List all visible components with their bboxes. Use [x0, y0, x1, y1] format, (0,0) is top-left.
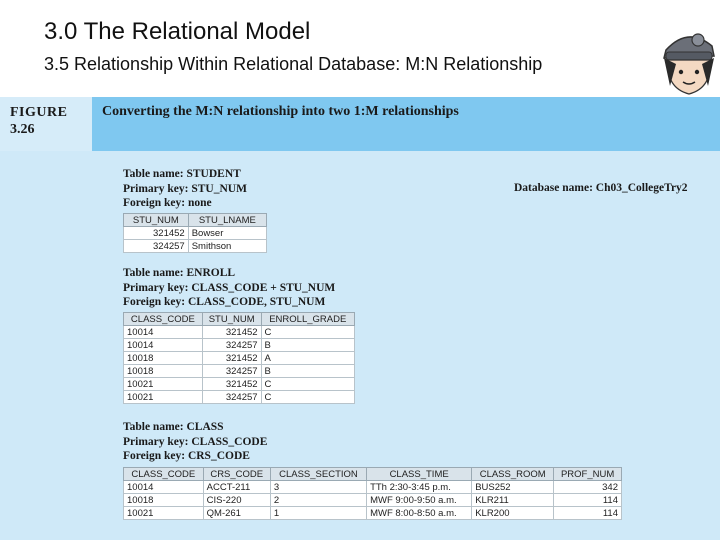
table-cell: 114: [554, 494, 622, 507]
table-cell: 324257: [202, 339, 261, 352]
figure-header: [0, 97, 720, 151]
table-row: [124, 227, 267, 240]
table-cell: 10014: [124, 326, 203, 339]
slide-subtitle: 3.5 Relationship Within Relational Database: M:N Relationship: [44, 54, 543, 74]
table-row: [124, 494, 622, 507]
figure-number: 3.26: [10, 122, 35, 137]
table-cell: 324257: [124, 240, 189, 253]
column-header: ENROLL_GRADE: [261, 313, 354, 326]
table-row: [124, 378, 355, 391]
figure-label: FIGURE: [10, 105, 68, 120]
enroll-primary-key: Primary key: CLASS_CODE + STU_NUM: [123, 281, 336, 294]
table-cell: C: [261, 326, 354, 339]
cartoon-character-icon: [658, 28, 720, 98]
table-cell: 321452: [202, 352, 261, 365]
table-cell: B: [261, 365, 354, 378]
figure-panel: [0, 97, 720, 540]
table-row: [124, 339, 355, 352]
class-table-name: Table name: CLASS: [123, 421, 224, 433]
table-cell: CIS-220: [203, 494, 270, 507]
table-cell: 10021: [124, 378, 203, 391]
table-row: [124, 326, 355, 339]
table-row: [124, 391, 355, 404]
figure-caption: Converting the M:N relationship into two 1:M relationships: [102, 104, 459, 119]
table-row: [124, 352, 355, 365]
enroll-table-name: Table name: ENROLL: [123, 267, 236, 279]
table-cell: 342: [554, 481, 622, 494]
column-header: STU_NUM: [124, 214, 189, 227]
table-cell: 114: [554, 507, 622, 520]
table-cell: MWF 8:00-8:50 a.m.: [367, 507, 472, 520]
table-header-row: [124, 313, 355, 326]
table-cell: 321452: [202, 378, 261, 391]
student-foreign-key: Foreign key: none: [123, 197, 212, 209]
class-foreign-key: Foreign key: CRS_CODE: [123, 450, 250, 462]
table-cell: KLR211: [472, 494, 554, 507]
column-header: CLASS_CODE: [124, 468, 204, 481]
table-cell: 10018: [124, 365, 203, 378]
enroll-table: [123, 312, 355, 404]
table-cell: Bowser: [188, 227, 266, 240]
table-cell: QM-261: [203, 507, 270, 520]
table-header-row: [124, 468, 622, 481]
table-cell: MWF 9:00-9:50 a.m.: [367, 494, 472, 507]
class-table: [123, 467, 622, 520]
table-cell: ACCT-211: [203, 481, 270, 494]
table-cell: 321452: [124, 227, 189, 240]
enroll-meta: [123, 266, 335, 310]
table-cell: 10014: [124, 481, 204, 494]
class-meta: [123, 420, 267, 464]
column-header: STU_NUM: [202, 313, 261, 326]
table-cell: C: [261, 391, 354, 404]
column-header: CLASS_SECTION: [270, 468, 366, 481]
figure-label-box: [0, 97, 92, 151]
database-name: Database name: Ch03_CollegeTry2: [514, 182, 688, 194]
student-table-name: Table name: STUDENT: [123, 168, 241, 180]
table-cell: 3: [270, 481, 366, 494]
table-cell: 324257: [202, 391, 261, 404]
column-header: CRS_CODE: [203, 468, 270, 481]
table-cell: 324257: [202, 365, 261, 378]
table-cell: 10021: [124, 391, 203, 404]
table-cell: 10018: [124, 494, 204, 507]
table-cell: KLR200: [472, 507, 554, 520]
student-meta: [123, 167, 247, 211]
table-cell: B: [261, 339, 354, 352]
student-primary-key: Primary key: STU_NUM: [123, 182, 247, 195]
column-header: STU_LNAME: [188, 214, 266, 227]
table-cell: TTh 2:30-3:45 p.m.: [367, 481, 472, 494]
student-table: [123, 213, 267, 253]
table-cell: C: [261, 378, 354, 391]
table-cell: 1: [270, 507, 366, 520]
table-cell: Smithson: [188, 240, 266, 253]
enroll-foreign-key: Foreign key: CLASS_CODE, STU_NUM: [123, 296, 326, 308]
table-row: [124, 365, 355, 378]
table-cell: 10021: [124, 507, 204, 520]
column-header: PROF_NUM: [554, 468, 622, 481]
table-row: [124, 507, 622, 520]
column-header: CLASS_TIME: [367, 468, 472, 481]
class-primary-key: Primary key: CLASS_CODE: [123, 435, 268, 448]
table-cell: A: [261, 352, 354, 365]
table-cell: 321452: [202, 326, 261, 339]
table-cell: BUS252: [472, 481, 554, 494]
table-cell: 10014: [124, 339, 203, 352]
slide-title: 3.0 The Relational Model: [44, 18, 311, 45]
column-header: CLASS_CODE: [124, 313, 203, 326]
column-header: CLASS_ROOM: [472, 468, 554, 481]
table-cell: 2: [270, 494, 366, 507]
table-row: [124, 481, 622, 494]
table-cell: 10018: [124, 352, 203, 365]
table-header-row: [124, 214, 267, 227]
table-row: [124, 240, 267, 253]
